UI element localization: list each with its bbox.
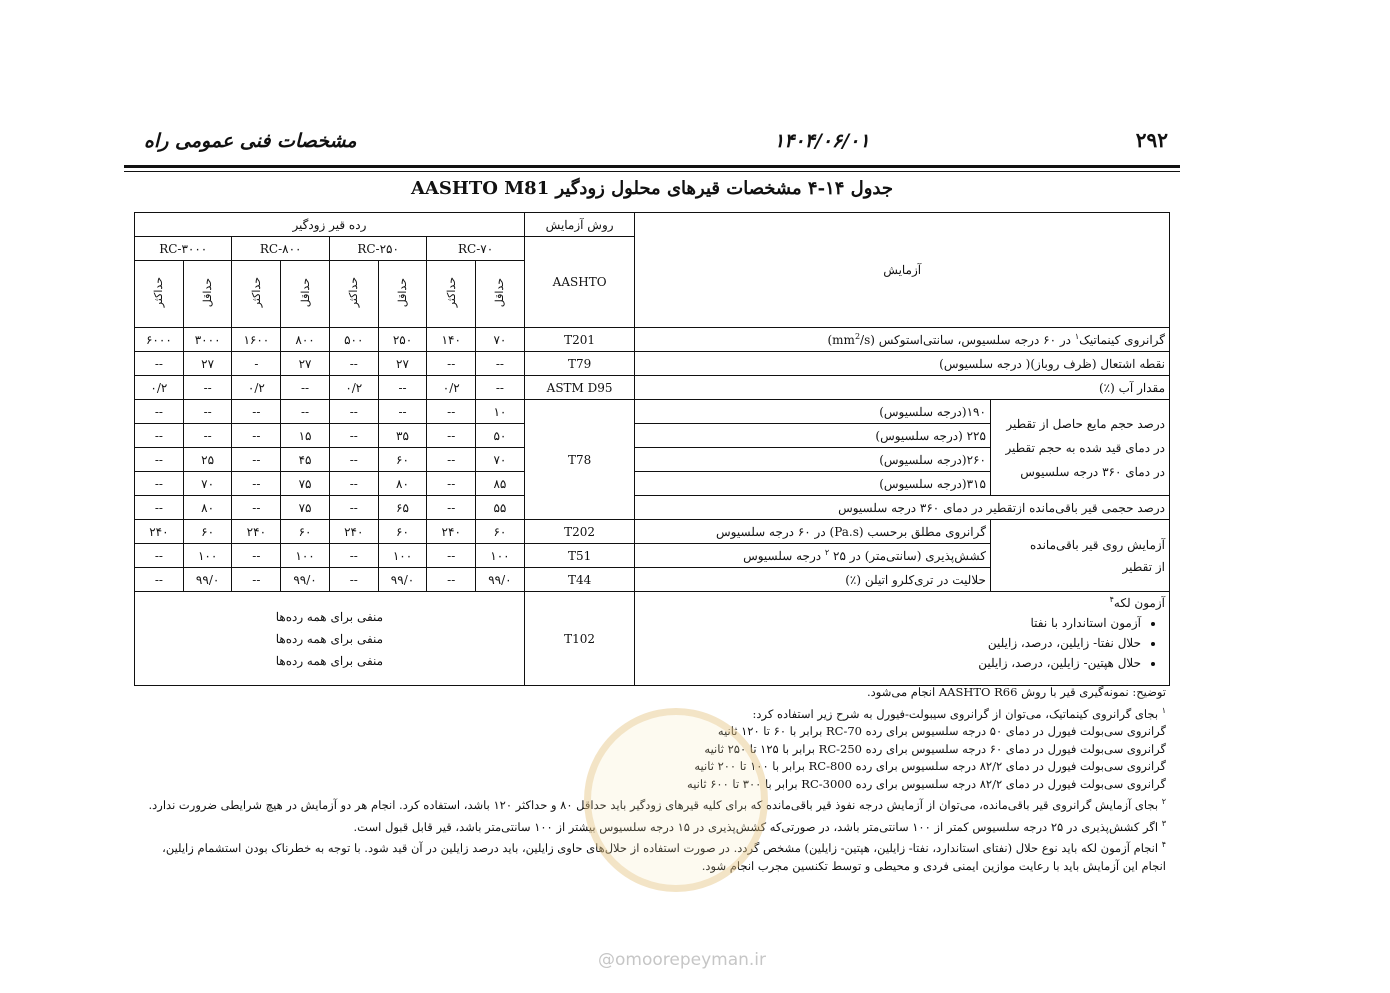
watermark-text: @omoorepeyman.ir [598,950,767,970]
note-1-rc800: گرانروی سی‌بولت فیورل در دمای ۸۲/۲ درجه سلسیوس برای رده RC-800 برابر با ۱۰۰ تا ۲۰۰ ثانیه [694,759,1166,774]
value-cell: -- [135,448,184,472]
value-cell: ۹۹/۰ [183,568,232,592]
value-cell: ۹۹/۰ [378,568,427,592]
table-row [135,496,1170,520]
value-cell: ۶۵ [378,496,427,520]
method-cell: T44 [524,568,635,592]
header-method: روش آزمایش [524,213,635,237]
value-cell: ۱۰۰ [378,544,427,568]
list-item: • آزمون استاندارد با نفتا [639,616,1141,630]
list-item: • حلال نفتا- زایلین، درصد، زایلین [639,636,1141,650]
value-cell: -- [281,376,330,400]
value-cell: ۸۰۰ [281,328,330,352]
header-min: حداقل [493,277,507,308]
note-1: $^۱$ بجای گرانروی کینماتیک، می‌توان از گرانروی سیبولت-فیورل به شرح زیر استفاده کرد: [752,705,1166,721]
value-cell: -- [329,568,378,592]
value-cell: ۹۹/۰ [281,568,330,592]
value-cell: ۱۰۰ [476,544,525,568]
header-max: حداکثر [152,277,166,308]
grade-rc70: RC-۷۰ [427,237,524,261]
value-cell: -- [329,448,378,472]
sub-label: گرانروی مطلق برحسب (Pa.s) در ۶۰ درجه سلسیوس [635,520,991,544]
value-cell: ۸۵ [476,472,525,496]
value-cell: ۵۰۰ [329,328,378,352]
value-cell: -- [329,352,378,376]
header-rule-thin [124,171,1180,172]
note-3: $^۳$ اگر کشش‌پذیری در ۲۵ درجه سلسیوس کمتر از ۱۰۰ سانتی‌متر باشد، در صورتی‌که کشش‌پذیری در ۱۵ درجه سلسیوس بیشتر از ۱۰۰ سانتی‌متر باشد، قیر قابل قبول است. [353,818,1166,834]
value-cell: ۶۰ [281,520,330,544]
value-cell: ۶۰۰۰ [135,328,184,352]
value-cell: ۷۰ [476,448,525,472]
value-cell: ۱۶۰۰ [232,328,281,352]
sub-label: ۳۱۵(درجه سلسیوس) [635,472,991,496]
value-cell: - [232,352,281,376]
value-cell: -- [427,400,476,424]
value-cell: -- [378,376,427,400]
row-label-flash-point: نقطه اشتعال (ظرف روباز)( درجه سلسیوس) [635,352,1170,376]
header-grade: رده قیر زودگیر [135,213,525,237]
value-cell: ۳۰۰۰ [183,328,232,352]
value-cell: ۱۰۰ [281,544,330,568]
value-cell: ۲۵ [183,448,232,472]
table-row [135,328,1170,352]
row-label-viscosity: گرانروی کینماتیک$^۱$ در ۶۰ درجه سلسیوس، سانتی‌استوکس $(mm^2/s)$ [635,328,1170,352]
value-cell: ۲۷ [378,352,427,376]
table-row [135,400,1170,424]
value-cell: -- [427,472,476,496]
value-cell: -- [183,376,232,400]
note-2: $^۲$ بجای آزمایش گرانروی قیر باقی‌مانده، می‌توان از آزمایش درجه نفوذ قیر باقی‌مانده که برای کلیه قیرهای زودگیر باید حداقل ۸۰ و حداکثر ۱۲۰ باشد، استفاده کرد. انجام هر دو آزمایش در هیچ شرایطی ضرورت ندارد. [148,797,1166,813]
header-test: آزمایش [635,213,1170,328]
sub-label: حلالیت در تری‌کلرو اتیلن (٪) [635,568,991,592]
row-label-spot-test: آزمون لکه$^۴$ • آزمون استاندارد با نفتا • حلال نفتا- زایلین، درصد، زایلین • حلال هپتین- زایلین، درصد، زایلین [635,592,1170,686]
header-max: حداکثر [347,277,361,308]
method-cell: T102 [524,592,635,686]
note-1-rc3000: گرانروی سی‌بولت فیورل در دمای ۸۲/۲ درجه سلسیوس برای رده RC-3000 برابر با ۳۰۰ تا ۶۰۰ ثانیه [687,776,1166,791]
value-cell: -- [329,424,378,448]
value-cell: ۵۵ [476,496,525,520]
value-cell: -- [232,544,281,568]
table-row [135,376,1170,400]
value-cell: -- [183,400,232,424]
value-cell: -- [135,424,184,448]
value-cell: ۲۴۰ [232,520,281,544]
value-cell: -- [232,472,281,496]
value-cell: ۶۰ [476,520,525,544]
value-cell: ۲۷ [281,352,330,376]
value-cell: -- [232,448,281,472]
value-cell: ۷۵ [281,472,330,496]
header-method-aashto: AASHTO [524,237,635,328]
value-cell: ۳۵ [378,424,427,448]
table-row [135,520,1170,544]
value-cell: -- [135,496,184,520]
sub-label: کشش‌پذیری (سانتی‌متر) در ۲۵ $^۲$ درجه سلسیوس [635,544,991,568]
value-cell: ۲۴۰ [427,520,476,544]
grade-rc250: RC-۲۵۰ [329,237,426,261]
value-cell: ۱۰۰ [183,544,232,568]
value-cell: ۸۰ [378,472,427,496]
value-cell: ۲۵۰ [378,328,427,352]
value-cell: ۱۵ [281,424,330,448]
header-date: ۱۴۰۴/۰۶/۰۱ [774,130,870,152]
value-cell: -- [232,400,281,424]
value-cell: ۵۰ [476,424,525,448]
value-cell: -- [329,472,378,496]
value-cell: -- [135,568,184,592]
value-cell: -- [232,568,281,592]
row-label-distillation: درصد حجم مایع حاصل از تقطیر در دمای قید شده به حجم تقطیر در دمای ۳۶۰ درجه سلسیوس [990,400,1169,496]
method-cell: ASTM D95 [524,376,635,400]
page-header [134,128,1180,156]
value-cell: -- [135,472,184,496]
header-min: حداقل [298,277,312,308]
method-cell: T202 [524,520,635,544]
value-cell: -- [135,400,184,424]
note-sampling: توضیح: نمونه‌گیری قیر با روش AASHTO R66 انجام می‌شود. [867,685,1166,699]
value-cell: -- [427,544,476,568]
value-cell: -- [329,400,378,424]
value-cell: ۰/۲ [135,376,184,400]
value-cell: -- [281,400,330,424]
value-cell: ۲۴۰ [329,520,378,544]
method-cell: T201 [524,328,635,352]
value-cell: ۷۵ [281,496,330,520]
sub-label: ۱۹۰(درجه سلسیوس) [635,400,991,424]
table-title: جدول ۱۴-۴ مشخصات قیرهای محلول زودگیر AASHTO M81 [410,178,894,199]
header-max: حداکثر [249,277,263,308]
value-cell: ۱۴۰ [427,328,476,352]
value-cell: -- [427,424,476,448]
value-cell: ۰/۲ [232,376,281,400]
spot-results: منفی برای همه رده‌ها منفی برای همه رده‌ها منفی برای همه رده‌ها [135,592,525,686]
grade-rc3000: RC-۳۰۰۰ [135,237,232,261]
value-cell: ۸۰ [183,496,232,520]
value-cell: -- [135,352,184,376]
value-cell: -- [329,496,378,520]
method-cell: T79 [524,352,635,376]
value-cell: ۶۰ [183,520,232,544]
note-1-rc70: گرانروی سی‌بولت فیورل در دمای ۵۰ درجه سلسیوس برای رده RC-70 برابر با ۶۰ تا ۱۲۰ ثانیه [717,724,1166,739]
value-cell: -- [183,424,232,448]
value-cell: -- [232,424,281,448]
value-cell: ۹۹/۰ [476,568,525,592]
value-cell: ۲۷ [183,352,232,376]
value-cell: -- [427,568,476,592]
value-cell: -- [232,496,281,520]
value-cell: ۲۴۰ [135,520,184,544]
header-rule-thick [124,165,1180,168]
watermark-seal [584,708,768,892]
row-label-residue: درصد حجمی قیر باقی‌مانده ازتقطیر در دمای ۳۶۰ درجه سلسیوس [635,496,1170,520]
note-1-rc250: گرانروی سی‌بولت فیورل در دمای ۶۰ درجه سلسیوس برای رده RC-250 برابر با ۱۲۵ تا ۲۵۰ ثانیه [704,741,1166,756]
value-cell: ۱۰ [476,400,525,424]
list-item: • حلال هپتین- زایلین، درصد، زایلین [639,656,1141,670]
note-4: $^۴$ انجام آزمون لکه باید نوع حلال (نفتای استاندارد، نفتا- زایلین، هپتین- زایلین) مشخص گردد. در صورت استفاده از حلال‌های حاوی زایلین، باید درصد زایلین در آن قید شود. با توجه به خطرناک بودن استشمام زایلین، انجام این آزمایش باید با رعایت موازین ایمنی فردی و محیطی و توسط تکنسین مجرب انجام شود. [162,840,1166,873]
value-cell: -- [476,352,525,376]
table-row [135,592,1170,686]
value-cell: ۰/۲ [427,376,476,400]
book-title: مشخصات فنی عمومی راه [144,130,357,152]
row-label-water: مقدار آب (٪) [635,376,1170,400]
spec-table [134,212,1170,686]
value-cell: ۷۰ [476,328,525,352]
value-cell: -- [476,376,525,400]
value-cell: -- [135,544,184,568]
value-cell: ۶۰ [378,520,427,544]
sub-label: ۲۶۰(درجه سلسیوس) [635,448,991,472]
method-cell: T51 [524,544,635,568]
header-min: حداقل [201,277,215,308]
grade-rc800: RC-۸۰۰ [232,237,329,261]
sub-label: ۲۲۵ (درجه سلسیوس) [635,424,991,448]
value-cell: -- [427,496,476,520]
value-cell: -- [427,352,476,376]
value-cell: -- [427,448,476,472]
method-cell: T78 [524,400,635,520]
header-min: حداقل [396,277,409,308]
value-cell: ۶۰ [378,448,427,472]
value-cell: -- [329,544,378,568]
row-label-residue-tests: آزمایش روی قیر باقی‌مانده از تقطیر [990,520,1169,592]
value-cell: ۰/۲ [329,376,378,400]
value-cell: ۷۰ [183,472,232,496]
table-row [135,352,1170,376]
value-cell: ۴۵ [281,448,330,472]
page-number: ۲۹۲ [1135,128,1168,152]
header-max: حداکثر [444,277,458,308]
value-cell: -- [378,400,427,424]
